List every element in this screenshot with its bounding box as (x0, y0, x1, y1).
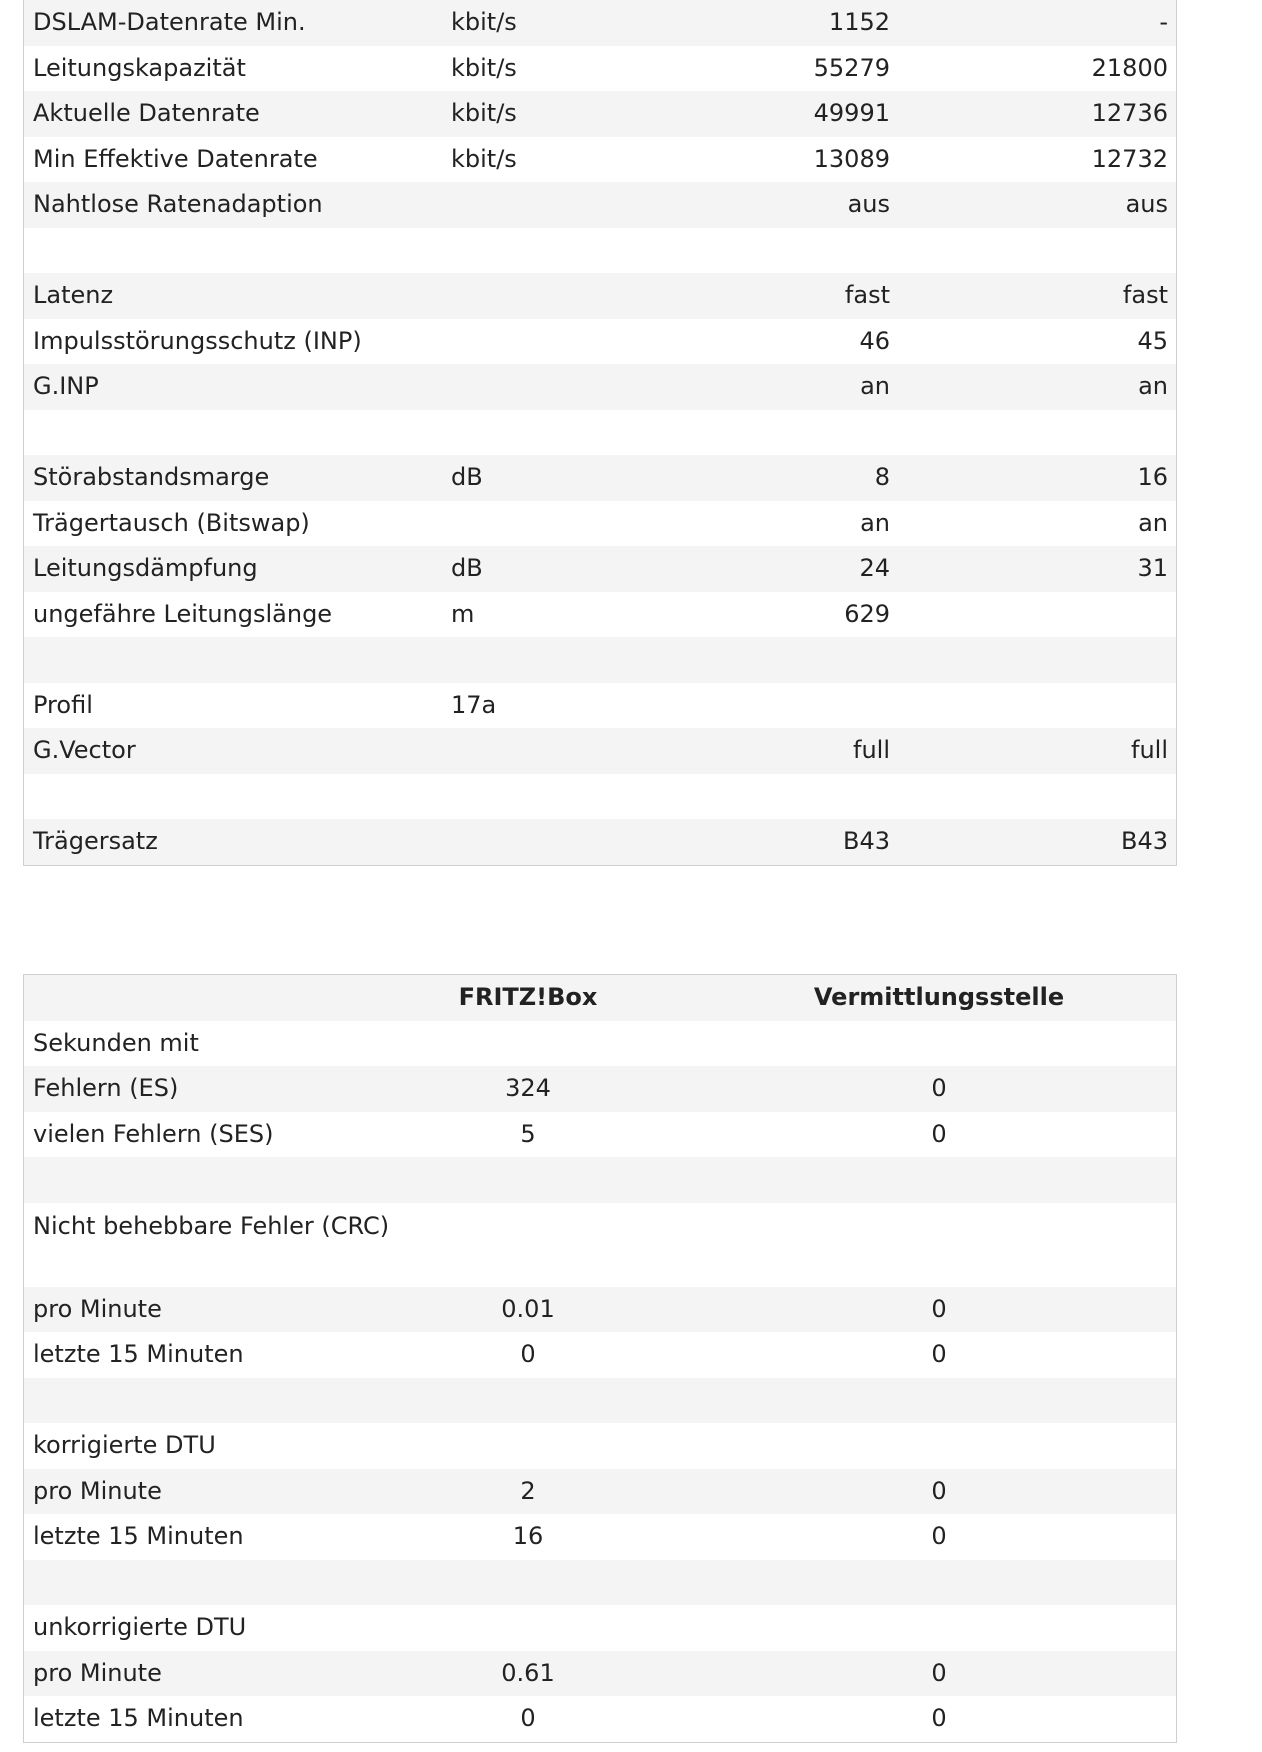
table-row (24, 1332, 1176, 1378)
exchange-value: 45 (1137, 326, 1168, 355)
fritzbox-value: aus (847, 190, 890, 218)
exchange-value: 0 (931, 1522, 947, 1550)
row-label: G.Vector (33, 736, 136, 764)
row-label: Min Effektive Datenrate (33, 144, 318, 173)
table-row (24, 1203, 1176, 1287)
table-row (24, 1021, 1176, 1067)
error-statistics-table (23, 974, 1177, 1743)
table-row (24, 1605, 1176, 1651)
row-unit: kbit/s (451, 99, 517, 127)
table-row (24, 0, 1176, 46)
table-row (24, 91, 1176, 137)
exchange-value: an (1138, 372, 1168, 400)
row-unit: kbit/s (451, 53, 517, 82)
table-row (24, 1514, 1176, 1560)
row-label: pro Minute (33, 1476, 162, 1505)
table-row (24, 1651, 1176, 1697)
exchange-value: 0 (931, 1658, 947, 1687)
row-label: DSLAM-Datenrate Min. (33, 8, 306, 36)
table-header-row (24, 975, 1176, 1021)
table-row (24, 501, 1176, 547)
row-label: letzte 15 Minuten (33, 1340, 244, 1368)
table-row (24, 182, 1176, 228)
table-row (24, 1423, 1176, 1469)
line-parameters-table (23, 0, 1177, 866)
row-label: Sekunden mit (33, 1028, 199, 1057)
exchange-value: B43 (1120, 827, 1168, 855)
exchange-value: 0 (931, 1340, 947, 1368)
fritzbox-value: 16 (512, 1522, 544, 1550)
spacer-row (24, 637, 1176, 683)
row-label: Trägersatz (33, 827, 158, 855)
table-row (24, 319, 1176, 365)
table-row (24, 1066, 1176, 1112)
exchange-value: 0 (931, 1074, 947, 1102)
fritzbox-value: 46 (859, 326, 890, 355)
spacer-row (24, 1157, 1176, 1203)
fritzbox-value: 0 (520, 1340, 536, 1368)
row-unit: m (451, 599, 475, 628)
spacer-row (24, 1560, 1176, 1606)
exchange-value: 12736 (1091, 99, 1168, 127)
exchange-value: 16 (1137, 463, 1168, 491)
fritzbox-value: full (853, 736, 890, 764)
exchange-value: 0 (931, 1294, 947, 1323)
table-row (24, 728, 1176, 774)
fritzbox-value: 324 (505, 1074, 551, 1102)
table-row (24, 819, 1176, 865)
fritzbox-value: 2 (520, 1476, 536, 1505)
fritzbox-value: 55279 (813, 53, 890, 82)
exchange-value: 0 (931, 1119, 947, 1148)
row-unit: kbit/s (451, 144, 517, 173)
exchange-value: 12732 (1091, 144, 1168, 173)
exchange-value: an (1138, 508, 1168, 537)
row-label: letzte 15 Minuten (33, 1704, 244, 1732)
row-label: Impulsstörungsschutz (INP) (33, 326, 362, 355)
fritzbox-value: 1152 (828, 8, 890, 36)
exchange-value: - (1159, 8, 1168, 36)
row-label: Leitungskapazität (33, 53, 246, 82)
fritzbox-value: 8 (874, 463, 890, 491)
fritzbox-value: 24 (859, 554, 890, 582)
table-row (24, 364, 1176, 410)
fritzbox-value: 13089 (813, 144, 890, 173)
row-unit: kbit/s (451, 8, 517, 36)
row-label: Profil (33, 690, 93, 719)
exchange-value: 31 (1137, 554, 1168, 582)
row-unit: dB (451, 554, 483, 582)
column-header-fritzbox: FRITZ!Box (458, 983, 598, 1011)
table-row (24, 1696, 1176, 1742)
exchange-value: 0 (931, 1704, 947, 1732)
exchange-value: aus (1125, 190, 1168, 218)
spacer-row (24, 774, 1176, 820)
fritzbox-value: 5 (520, 1119, 536, 1148)
row-label: Trägertausch (Bitswap) (33, 508, 310, 537)
fritzbox-value: 629 (844, 599, 890, 628)
exchange-value: 0 (931, 1476, 947, 1505)
table-row (24, 455, 1176, 501)
row-unit: dB (451, 463, 483, 491)
row-label: Fehlern (ES) (33, 1074, 179, 1102)
row-label: vielen Fehlern (SES) (33, 1119, 274, 1148)
row-label: Störabstandsmarge (33, 463, 270, 491)
row-label: ungefähre Leitungslänge (33, 599, 333, 628)
table-row (24, 683, 1176, 729)
table-row (24, 1287, 1176, 1333)
row-label: Nahtlose Ratenadaption (33, 190, 323, 218)
fritzbox-value: B43 (842, 827, 890, 855)
column-header-exchange: Vermittlungsstelle (813, 983, 1065, 1011)
row-label: G.INP (33, 372, 99, 400)
table-row (24, 46, 1176, 92)
fritzbox-value: 0 (520, 1704, 536, 1732)
row-label: pro Minute (33, 1294, 162, 1323)
row-label: letzte 15 Minuten (33, 1522, 244, 1550)
row-unit: 17a (451, 690, 497, 719)
row-label: Leitungsdämpfung (33, 554, 258, 582)
table-row (24, 546, 1176, 592)
row-label: Nicht behebbare Fehler (CRC) (33, 1211, 390, 1240)
exchange-value: full (1131, 736, 1168, 764)
fritzbox-value: fast (844, 281, 890, 309)
exchange-value: fast (1122, 281, 1168, 309)
row-label: Aktuelle Datenrate (33, 99, 260, 127)
table-row (24, 137, 1176, 183)
table-row (24, 1469, 1176, 1515)
exchange-value: 21800 (1091, 53, 1168, 82)
fritzbox-value: an (860, 508, 890, 537)
fritzbox-value: an (860, 372, 890, 400)
fritzbox-value: 49991 (813, 99, 890, 127)
row-label: pro Minute (33, 1658, 162, 1687)
row-label: unkorrigierte DTU (33, 1613, 247, 1641)
spacer-row (24, 228, 1176, 274)
spacer-row (24, 410, 1176, 456)
table-row (24, 1112, 1176, 1158)
fritzbox-value: 0.01 (501, 1294, 555, 1323)
row-label: Latenz (33, 281, 114, 309)
spacer-row (24, 1378, 1176, 1424)
table-row (24, 592, 1176, 638)
fritzbox-value: 0.61 (501, 1658, 555, 1687)
row-label: korrigierte DTU (33, 1431, 216, 1459)
table-row (24, 273, 1176, 319)
